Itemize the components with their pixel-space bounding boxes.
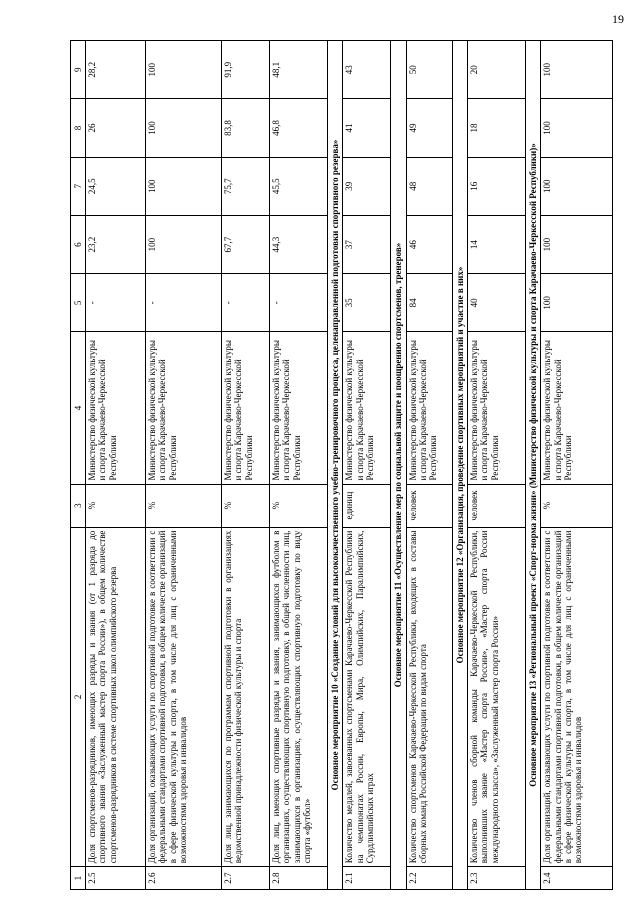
value-col5: 35 [343,274,391,332]
value-col8: 100 [541,99,613,157]
table-row [343,41,391,890]
header-cell: 4 [71,332,86,484]
indicator-name: Количество членов сборной команды Карачаево-Черкесской Республики, выполнивших звание «Мастер спорта России», «Мастер спорта России международного класса», «Заслуженный мастер спорта России» [468,527,526,867]
executor: Министерство физической культуры и спорта Карачаево-Черкесской Республики [541,332,613,484]
indicator-name: Количество медалей, завоеванных спортсменами Карачаево-Черкесской Республики на чемпионатах России, Европы, Мира, Олимпийских, Паралимпийских, Сурдлимпийских играх [343,527,391,867]
section-title: Основное мероприятие 12 «Организация, проведение спортивных мероприятий и участие в них» [452,41,467,890]
value-col9: 20 [468,41,526,99]
value-col6: 67,7 [222,215,270,273]
value-col6: 46 [406,215,452,273]
row-number: 2.1 [343,867,391,890]
table-row [468,41,526,890]
indicators-table [70,40,613,890]
value-col9: 48,1 [270,41,328,99]
header-row [71,41,86,890]
indicator-name: Доля лиц, имеющих спортивные разряды и звания, занимающихся футболом в организациях, осуществляющих спортивную подготовку, в общей численности лиц, занимающихся в организациях, осуществляющих спортивную подготовку по виду спорта «футбол» [270,527,328,867]
value-col7: 45,5 [270,157,328,215]
value-col6: 37 [343,215,391,273]
table-row [541,41,613,890]
value-col5: - [86,274,146,332]
section-title: Основное мероприятие 10 «Создание условий для высококачественного учебно-тренировочного процесса, целенаправленной подготовки спортивного резерва» [328,41,343,890]
header-cell: 7 [71,157,86,215]
executor: Министерство физической культуры и спорта Карачаево-Черкесской Республики [146,332,222,484]
value-col6: 100 [146,215,222,273]
row-number: 2.4 [541,867,613,890]
header-cell: 8 [71,99,86,157]
value-col5: 84 [406,274,452,332]
header-cell: 2 [71,527,86,867]
header-cell: 6 [71,215,86,273]
row-number: 2.8 [270,867,328,890]
executor: Министерство физической культуры и спорта Карачаево-Черкесской Республики [468,332,526,484]
row-number: 2.7 [222,867,270,890]
unit: % [270,484,328,527]
value-col6: 44,3 [270,215,328,273]
table-row [270,41,328,890]
row-number: 2.2 [406,867,452,890]
value-col8: 26 [86,99,146,157]
indicator-name: Доля организаций, оказывающих услуги по спортивной подготовке в соответствии с федеральными стандартами спортивной подготовки, в общем количестве организаций в сфере физической культуры и спорта, в том числе для лиц с ограниченными возможностями здоровья и инвалидов [541,527,613,867]
section-row [391,41,406,890]
value-col7: 100 [146,157,222,215]
value-col7: 75,7 [222,157,270,215]
table-row [406,41,452,890]
value-col9: 28,2 [86,41,146,99]
value-col5: 100 [541,274,613,332]
value-col5: - [270,274,328,332]
section-title: Основное мероприятие 11 «Осуществление мер по социальной защите и поощрению спортсменов, тренеров» [391,41,406,890]
value-col9: 100 [541,41,613,99]
value-col9: 100 [146,41,222,99]
row-number: 2.3 [468,867,526,890]
value-col6: 23,2 [86,215,146,273]
value-col8: 49 [406,99,452,157]
section-row [328,41,343,890]
executor: Министерство физической культуры и спорта Карачаево-Черкесской Республики [343,332,391,484]
value-col5: - [146,274,222,332]
value-col8: 100 [146,99,222,157]
row-number: 2.6 [146,867,222,890]
value-col9: 43 [343,41,391,99]
value-col6: 100 [541,215,613,273]
section-title: Основное мероприятие 13 «Региональный проект «Спорт-норма жизни» (Министерство физической культуры и спорта Карачаево-Черкесской Республики)» [526,41,541,890]
header-cell: 5 [71,274,86,332]
value-col8: 83,8 [222,99,270,157]
value-col7: 24,5 [86,157,146,215]
unit: % [541,484,613,527]
executor: Министерство физической культуры и спорта Карачаево-Черкесской Республики [222,332,270,484]
unit: % [86,484,146,527]
value-col8: 41 [343,99,391,157]
unit: % [222,484,270,527]
header-cell: 1 [71,867,86,890]
row-number: 2.5 [86,867,146,890]
indicator-name: Доля организаций, оказывающих услуги по спортивной подготовке в соответствии с федеральными стандартами спортивной подготовки, в общем количестве организаций в сфере физической культуры и спорта, в том числе для лиц с ограниченными возможностями здоровья и инвалидов [146,527,222,867]
value-col7: 39 [343,157,391,215]
section-row [452,41,467,890]
executor: Министерство физической культуры и спорта Карачаево-Черкесской Республики [406,332,452,484]
value-col9: 91,9 [222,41,270,99]
table-row [86,41,146,890]
unit: человек [468,484,526,527]
table-row [146,41,222,890]
value-col5: - [222,274,270,332]
value-col5: 40 [468,274,526,332]
table-row [222,41,270,890]
indicator-name: Доля лиц, занимающихся по программам спортивной подготовки в организациях ведомственной принадлежности физической культуры и спорта [222,527,270,867]
indicator-name: Количество спортсменов Карачаево-Черкесской Республики, входящих в составы сборных команд Российской Федерации по видам спорта [406,527,452,867]
value-col8: 46,8 [270,99,328,157]
value-col6: 14 [468,215,526,273]
value-col8: 18 [468,99,526,157]
header-cell: 3 [71,484,86,527]
rotated-table-container [70,40,630,890]
value-col7: 16 [468,157,526,215]
executor: Министерство физической культуры и спорта Карачаево-Черкесской Республики [270,332,328,484]
unit: % [146,484,222,527]
value-col9: 50 [406,41,452,99]
indicator-name: Доля спортсменов-разрядников, имеющих разряды и звания (от 1 разряда до спортивного звания «Заслуженный мастер спорта России»), в общем количестве спортсменов-разрядников в системе спортивных школ олимпийского резерва [86,527,146,867]
unit: человек [406,484,452,527]
page-number: 19 [612,12,624,26]
section-row [526,41,541,890]
unit: единиц [343,484,391,527]
header-cell: 9 [71,41,86,99]
value-col7: 48 [406,157,452,215]
value-col7: 100 [541,157,613,215]
executor: Министерство физической культуры и спорта Карачаево-Черкесской Республики [86,332,146,484]
